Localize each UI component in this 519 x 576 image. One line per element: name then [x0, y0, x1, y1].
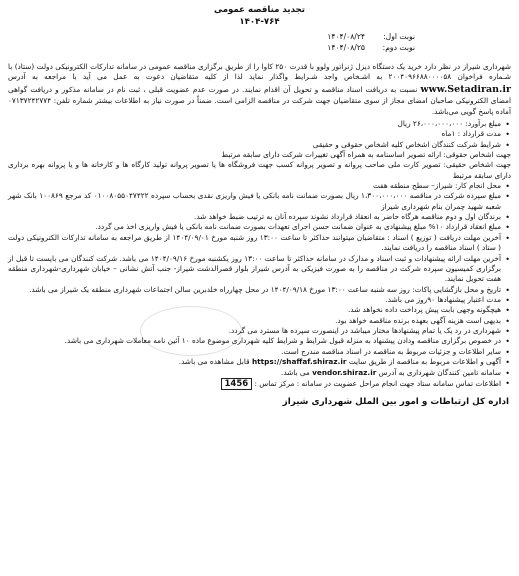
detail-duration: • مدت قرارداد : ۱ماه [8, 129, 511, 139]
detail-eligibility: • شرایط شرکت کنندگان اشخاص کلیه اشخاص حقوقی و حقیقی [8, 140, 511, 150]
detail-location: • محل انجام کار: شیراز– سطح منطقه هفت [8, 181, 511, 191]
setadiran-link[interactable]: www.Setadiran.ir [420, 83, 511, 95]
tender-details [8, 119, 511, 305]
shaffaf-link[interactable]: https://shaffaf.shiraz.ir [251, 357, 347, 367]
contact-line [8, 378, 511, 390]
detail-natural-persons: جهت اشخاص حقیقی: تصویر کارت ملی صاحب پروانه و تصویر پروانه کسب جهت فروشگاه ها یا تصویر پروانه تولید کارگاه ها و کارخانه ها و یا پروانه بهره برداری دارای سابقه مرتبط [8, 160, 511, 180]
shaffaf-line [8, 357, 511, 367]
publication-dates [8, 32, 415, 54]
condition-other-info: • سایر اطلاعات و جزئیات مربوط به مناقصه در اسناد مناقصه مندرج است. [8, 347, 511, 357]
vendor-text-after: می باشد. [281, 367, 310, 377]
notice-code: ۱۴۰۴-۷۶۴ [239, 17, 280, 28]
tender-conditions [8, 305, 511, 390]
detail-legal-persons: جهت اشخاص حقوقی: ارائه تصویر اساسنامه به همراه آگهی تغییرات شرکت دارای سابقه مرتبط [221, 149, 511, 159]
detail-validity: • مدت اعتبار پیشنهادها ۹۰روز می باشد. [8, 295, 511, 305]
contact-text: اطلاعات تماس سامانه ستاد جهت انجام مراحل عضویت در سامانه : مرکز تماس : [254, 378, 501, 388]
intro-paragraph [8, 62, 511, 117]
first-notice-date: ۱۴۰۴/۰۸/۲۴ [327, 32, 365, 42]
detail-winners: • برندگان اول و دوم مناقصه هرگاه حاضر به انعقاد قرارداد نشوند سپرده آنان به ترتیب ضبط خواهد شد. [8, 212, 511, 222]
faint-stamp [140, 306, 242, 356]
notice-title: تجدید مناقصه عمومی [214, 5, 305, 15]
vendor-text: سامانه تامین کنندگان شهرداری به آدرس [378, 367, 501, 377]
vendor-line [8, 368, 511, 378]
detail-submission-deadline: • آخرین مهلت ارائه پیشنهادات و ثبت اسناد و مدارک در سامانه حداکثر تا ساعت ۱۳:۰۰ روز یکشنبه مورخ ۱۴۰۴/۰۹/۱۶ می باشد. شرکت کنندگان می بایست تا قبل از برگزاری کمیسیون سپرده شرکت در مناقصه را به صورت فیزیکی به آدرس شیراز بلوار قصرالدشت شیراز- جنب آتش نشانی – خیابان شهرداری-شهرداری منطقه هفت تحویل نمایند. [8, 254, 511, 285]
condition-ad-cost: • بدیهی است هزینه آگهی بعهده برنده مناقصه خواهد بود. [8, 316, 511, 326]
condition-prepayment: • هیچگونه وجهی بابت پیش پرداخت داده نخواهد شد. [8, 305, 511, 315]
shaffaf-text-after: قابل مشاهده می باشد. [178, 357, 250, 367]
footer-organization: اداره کل ارتباطات و امور بین الملل شهرداری شیراز [282, 397, 509, 408]
first-notice [8, 32, 415, 43]
contact-phone: 1456 [221, 378, 253, 390]
second-notice-date: ۱۴۰۴/۰۸/۲۵ [327, 43, 365, 53]
detail-estimate: • مبلغ برآورد: ۲۶،۰۰۰،۰۰۰،۰۰۰ ریال [8, 119, 511, 129]
condition-rejection: • شهرداری در رد یک یا تمام پیشنهادها مختار میباشد در اینصورت سپرده ها مسترد می گردد. [8, 326, 511, 336]
detail-guarantee: • مبلغ انعقاد قرارداد ۱۰% مبلغ پیشنهادی به عنوان ضمانت حسن اجرای تعهدات بصورت ضمانت نامه بانکی یا فیش واریزی اخذ می گردد. [8, 222, 511, 232]
vendor-link[interactable]: vendor.shiraz.ir [312, 367, 377, 377]
second-notice-label: نوبت دوم: [382, 43, 415, 53]
second-notice [8, 43, 415, 54]
detail-deposit: • مبلغ سپرده شرکت در مناقصه ۱،۳۰۰،۰۰۰،۰۰۰ ریال بصورت ضمانت نامه بانکی یا فیش واریزی نقدی بحساب سپرده ۰۱۰۰۸۰۵۵۰۴۷۴۲۲ کد مرجع ۱۰۰۸۶۹ بانک شهر شعبه شهید چمران بنام شهرداری شیراز [8, 191, 511, 212]
first-notice-label: نوبت اول: [383, 32, 415, 42]
condition-acceptance: • در خصوص برگزاری مناقصه ودادن پیشنهاد به منزله قبول شرایط و شرایط کلیه شهرداری موضوع ماده ۱۰ آئین نامه معاملات شهرداری می باشد. [8, 336, 511, 346]
detail-opening: • تاریخ و محل بازگشایی پاکات: روز سه شنبه ساعت ۱۳:۰۰ مورخ ۱۴۰۴/۰۹/۱۸ در محل چهارراه خلدبرین سالن اجتماعات شهرداری منطقه یک شیراز می باشد. [8, 285, 511, 295]
intro-text: شهرداری شیراز در نظر دارد خرید یک دستگاه دیزل ژنراتور ولوو با قدرت ۲۵۰ کاوا را از طریق برگزاری مناقصه عمومی در سامانه تدارکات الکترونیکی دولت (ستاد) با شـماره فراخوان ۲۰۰۴۰۹۶۶۸۸۰۰۰۰۵۸ به اشـخاص واجد شـرایط واگذار نماید لذا از کلیه متقاضیان دعوت به عمل می آید با مراجعه به آدرس [8, 61, 511, 82]
detail-doc-deadline: • آخرین مهلت دریافت ( توزیع ) اسناد : متقاضیان میتوانند حداکثر تا ساعت ۱۳:۰۰ روز شنبه مورخ ۱۴۰۴/۰۹/۰۱ از طریق مراجعه به سامانه تدارکات الکترونیکی دولت ( ستاد ) اسناد مناقصه را دریافت نمایند. [8, 233, 511, 254]
shaffaf-text: آگهی و اطلاعات مربوط به مناقصه از طریق سایت [348, 357, 501, 367]
intro-text-continued: نسبت به دریافت اسناد مناقصه و تحویل آن اقدام نمایند. در صورت عدم عضویت قبلی ، ثبت نام در سامانه مذکور و دریافت گواهی امضای الکترونیکی صاحبان امضای مجاز از سوی متقاضیان جهت شرکت در مناقصه الزامی است. ضمناً در صورت نیاز به اطلاعات بیشتر شماره تلفن: ۰۷۱۳۷۲۴۲۷۷۴ آماده پاسخ گویی می‌باشد. [8, 84, 511, 116]
